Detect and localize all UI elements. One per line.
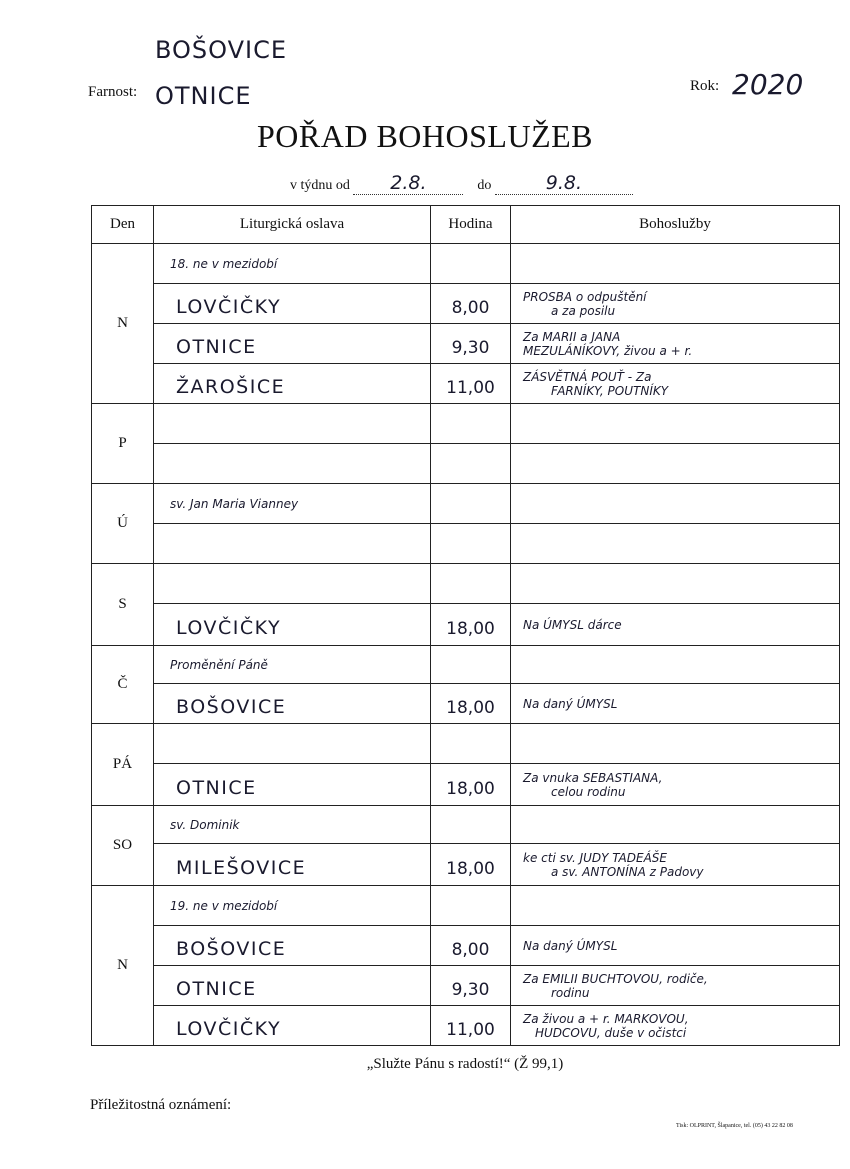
table-row [92, 926, 840, 966]
time-label: 18,00 [446, 778, 495, 799]
header-day: Den [92, 206, 154, 244]
place-label: OTNICE [176, 977, 257, 1000]
service-text: Na daný ÚMYSL [523, 938, 618, 953]
table-row [92, 1006, 840, 1046]
service-text: a za posilu [551, 303, 616, 318]
week-from-label: v týdnu od [290, 178, 350, 193]
feast-label: Proměnění Páně [170, 657, 268, 672]
table-row [92, 244, 840, 284]
day-cell: N [92, 244, 154, 404]
day-cell: PÁ [92, 724, 154, 806]
parish-line-2: OTNICE [155, 82, 252, 110]
place-label: OTNICE [176, 776, 257, 799]
service-text: Za živou a + r. MARKOVOU, [523, 1011, 689, 1026]
table-row [92, 404, 840, 444]
service-text: Za vnuka SEBASTIANA, [523, 770, 663, 785]
table-row [92, 604, 840, 646]
service-text: celou rodinu [551, 784, 626, 799]
time-label: 8,00 [451, 297, 490, 318]
service-text: MEZULÁNÍKOVY, živou a + r. [523, 343, 693, 358]
table-row [92, 886, 840, 926]
header-feast: Liturgická oslava [154, 206, 431, 244]
announcements-label: Příležitostná oznámení: [90, 1097, 232, 1113]
table-row [92, 524, 840, 564]
day-cell: Ú [92, 484, 154, 564]
service-text: PROSBA o odpuštění [523, 289, 647, 304]
service-text: ZÁSVĚTNÁ POUŤ - Za [523, 369, 652, 384]
parish-label: Farnost: [88, 84, 138, 100]
time-label: 8,00 [451, 939, 490, 960]
place-label: BOŠOVICE [176, 937, 287, 960]
day-cell: Č [92, 646, 154, 724]
parish-line-1: BOŠOVICE [155, 36, 288, 64]
week-from-value: 2.8. [353, 172, 463, 195]
footer-quote: „Služte Pánu s radostí!“ (Ž 99,1) [366, 1056, 564, 1072]
week-to-value: 9.8. [495, 172, 633, 195]
time-label: 11,00 [446, 377, 495, 398]
week-to-label: do [477, 178, 492, 193]
table-row [92, 684, 840, 724]
place-label: BOŠOVICE [176, 695, 287, 718]
table-row [92, 444, 840, 484]
table-row [92, 724, 840, 764]
table-row [92, 966, 840, 1006]
page-title: POŘAD BOHOSLUŽEB [256, 118, 594, 154]
time-label: 18,00 [446, 618, 495, 639]
printer-credit: Tisk: OLPRINT, Šlapanice, tel. (05) 43 22 82 08 [676, 1123, 793, 1129]
year-label: Rok: [690, 78, 720, 94]
service-text: HUDCOVU, duše v očistci [535, 1025, 687, 1040]
table-row [92, 764, 840, 806]
header-service: Bohoslužby [511, 206, 840, 244]
place-label: MILEŠOVICE [176, 856, 307, 879]
place-label: LOVČIČKY [176, 1017, 282, 1040]
year-value: 2020 [732, 68, 804, 101]
place-label: ŽAROŠICE [176, 375, 286, 398]
time-label: 11,00 [446, 1019, 495, 1040]
table-row [92, 844, 840, 886]
service-text: rodinu [551, 985, 590, 1000]
service-text: FARNÍKY, POUTNÍKY [551, 383, 669, 398]
table-row [92, 646, 840, 684]
service-text: a sv. ANTONÍNA z Padovy [551, 864, 704, 879]
table-row [92, 806, 840, 844]
feast-label: sv. Jan Maria Vianney [170, 496, 299, 511]
service-text: Za MARII a JANA [523, 329, 621, 344]
feast-label: sv. Dominik [170, 817, 240, 832]
time-label: 18,00 [446, 858, 495, 879]
feast-label: 19. ne v mezidobí [170, 898, 278, 913]
schedule-table [91, 205, 840, 1046]
time-label: 9,30 [451, 337, 490, 358]
day-cell: N [92, 886, 154, 1046]
table-row [92, 364, 840, 404]
service-text: Na ÚMYSL dárce [523, 617, 622, 632]
header-hour: Hodina [431, 206, 511, 244]
place-label: LOVČIČKY [176, 616, 282, 639]
week-range [290, 172, 633, 195]
day-cell: P [92, 404, 154, 484]
time-label: 18,00 [446, 697, 495, 718]
service-text: Za EMILII BUCHTOVOU, rodiče, [523, 971, 708, 986]
service-text: ke cti sv. JUDY TADEÁŠE [523, 850, 667, 865]
day-cell: S [92, 564, 154, 646]
table-header-row [92, 206, 840, 244]
feast-label: 18. ne v mezidobí [170, 256, 278, 271]
place-label: LOVČIČKY [176, 295, 282, 318]
table-row [92, 484, 840, 524]
table-row [92, 324, 840, 364]
table-row [92, 564, 840, 604]
place-label: OTNICE [176, 335, 257, 358]
service-text: Na daný ÚMYSL [523, 696, 618, 711]
day-cell: SO [92, 806, 154, 886]
time-label: 9,30 [451, 979, 490, 1000]
table-row [92, 284, 840, 324]
